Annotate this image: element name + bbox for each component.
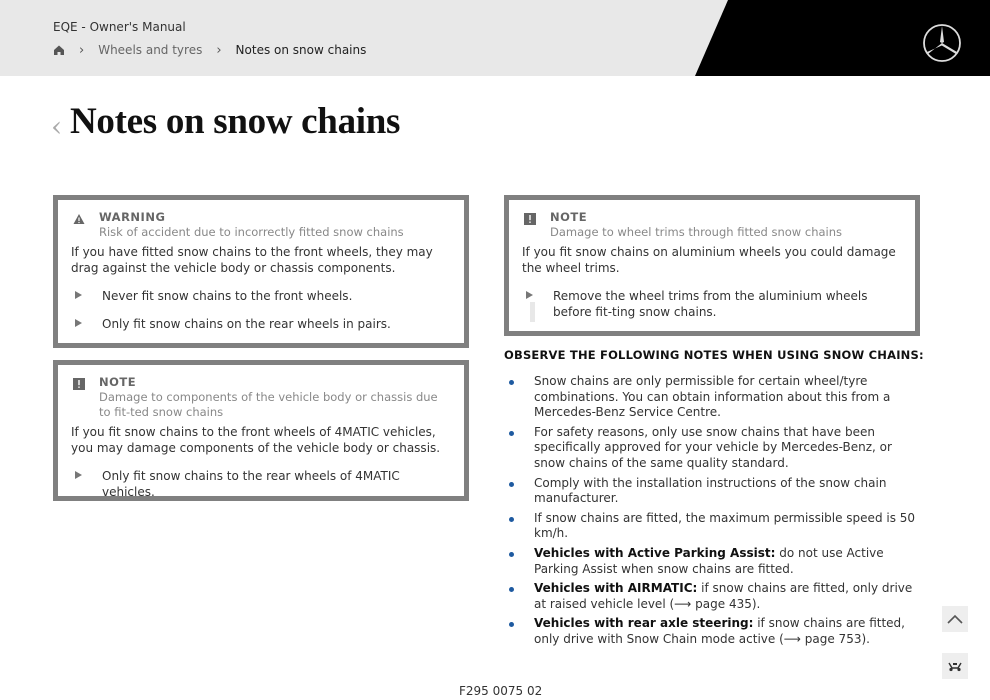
chevron-up-icon [947,614,963,624]
arrow-bullet-icon [526,291,533,299]
bullet-dot [509,380,514,385]
list-item: For safety reasons, only use snow chains that have been specifically approved for your vehicle by Mercedes-Benz, or snow chains of the same quality standard. [504,425,920,472]
manual-title: EQE - Owner's Manual [53,20,186,34]
note-risk: Damage to components of the vehicle body or chassis due to fit-ted snow chains [99,390,438,419]
note-instruction: Only fit snow chains to the rear wheels of 4MATIC vehicles. [71,468,451,500]
note-paragraph: If you fit snow chains on aluminium wheels you could damage the wheel trims. [522,245,896,275]
observe-heading: OBSERVE THE FOLLOWING NOTES WHEN USING SNOW CHAINS: [504,348,924,362]
page-title: Notes on snow chains [70,101,401,142]
warning-instruction: Never fit snow chains to the front wheels. [71,288,451,304]
note-paragraph: If you fit snow chains to the front wheels of 4MATIC vehicles, you may damage components of the vehicle body or chassis. [71,425,441,455]
note-header [522,210,902,240]
back-chevron-icon[interactable]: ‹ [51,110,63,143]
note-exclamation-icon [73,378,85,390]
note-header [71,375,451,420]
list-item: If snow chains are fitted, the maximum permissible speed is 50 km/h. [504,511,920,542]
bullet-dot [509,482,514,487]
breadcrumb-current: Notes on snow chains [235,43,367,57]
bullet-dot [509,517,514,522]
list-item: Vehicles with AIRMATIC: if snow chains are fitted, only drive at raised vehicle level (⟶ page 435). [504,581,920,612]
bullet-dot [509,587,514,592]
vehicle-icon [947,660,963,672]
warning-risk: Risk of accident due to incorrectly fitted snow chains [99,225,404,239]
note-keyword: NOTE [99,375,137,389]
bullet-dot [509,552,514,557]
image-code: F295 0075 02 [459,684,543,698]
chevron-right-icon: › [216,42,222,58]
bullet-dot [509,622,514,627]
chevron-right-icon: › [79,42,85,58]
list-item: Vehicles with Active Parking Assist: do not use Active Parking Assist when snow chains are fitted. [504,546,920,577]
arrow-bullet-icon [75,319,82,327]
warning-keyword: WARNING [99,210,166,224]
breadcrumb [53,42,366,58]
home-icon[interactable] [53,44,65,56]
warning-paragraph: If you have fitted snow chains to the front wheels, they may drag against the vehicle body or chassis components. [71,245,433,275]
breadcrumb-wheels-and-tyres[interactable]: Wheels and tyres [98,43,203,57]
vehicle-button[interactable] [942,653,968,679]
warning-header [71,210,451,240]
note-instruction: Remove the wheel trims from the aluminium wheels before fit-ting snow chains. [522,288,902,320]
arrow-bullet-icon [75,471,82,479]
warning-instruction: Only fit snow chains on the rear wheels in pairs. [71,316,451,332]
warning-triangle-icon [73,213,85,225]
list-item: Vehicles with rear axle steering: if snow chains are fitted, only drive with Snow Chain mode active (⟶ page 753). [504,616,920,647]
note-exclamation-icon [524,213,536,225]
list-item: Comply with the installation instructions of the snow chain manufacturer. [504,476,920,507]
observe-list [504,374,920,652]
note-box-wheel-trims [504,195,920,336]
warning-box [53,195,469,348]
note-risk: Damage to wheel trims through fitted snow chains [550,225,843,239]
bullet-bar [530,302,535,322]
note-keyword: NOTE [550,210,588,224]
note-box-4matic [53,360,469,501]
list-item: Snow chains are only permissible for certain wheel/tyre combinations. You can obtain information about this from a Mercedes-Benz Service Centre. [504,374,920,421]
mercedes-star-logo [922,23,962,63]
bullet-dot [509,431,514,436]
header-bar [0,0,990,76]
scroll-to-top-button[interactable] [942,606,968,632]
arrow-bullet-icon [75,291,82,299]
